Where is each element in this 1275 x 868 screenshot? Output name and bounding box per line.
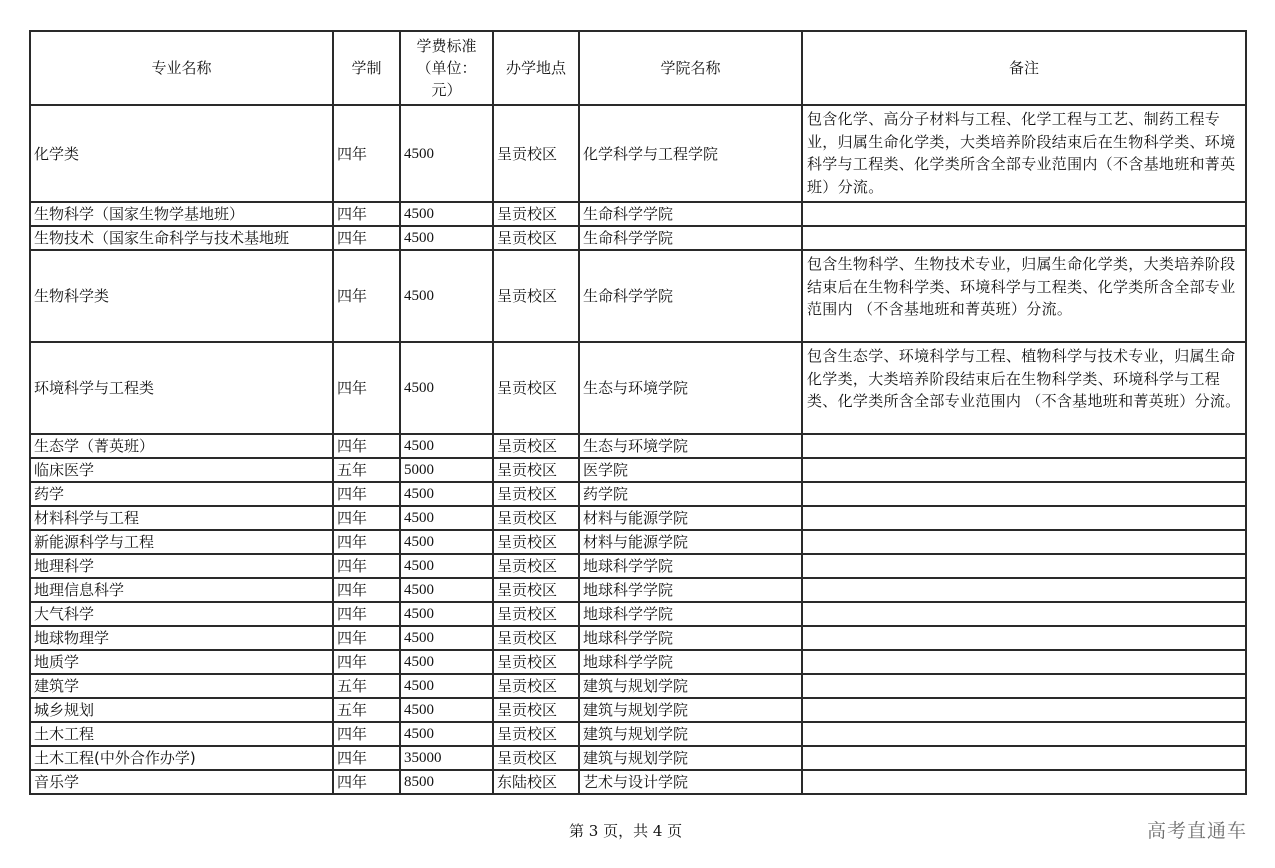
major-cell: 生态学（菁英班） (30, 434, 333, 458)
table-row (30, 626, 1246, 650)
college-cell: 生命科学学院 (579, 250, 802, 342)
notes-cell (802, 770, 1246, 794)
table-row (30, 554, 1246, 578)
tuition-cell: 4500 (400, 674, 493, 698)
campus-cell: 呈贡校区 (493, 554, 579, 578)
notes-cell: 包含生态学、环境科学与工程、植物科学与技术专业，归属生命化学类，大类培养阶段结束后在生物科学类、环境科学与工程类、化学类所含全部专业范围内 （不含基地班和菁英班）分流。 (802, 342, 1246, 434)
header-college: 学院名称 (579, 31, 802, 105)
table-row (30, 105, 1246, 202)
notes-cell (802, 722, 1246, 746)
notes-cell (802, 482, 1246, 506)
tuition-cell: 4500 (400, 342, 493, 434)
notes-cell (802, 698, 1246, 722)
notes-cell (802, 674, 1246, 698)
major-cell: 新能源科学与工程 (30, 530, 333, 554)
college-cell: 建筑与规划学院 (579, 746, 802, 770)
duration-cell: 四年 (333, 226, 400, 250)
notes-cell (802, 226, 1246, 250)
table-row (30, 506, 1246, 530)
tuition-cell: 8500 (400, 770, 493, 794)
page-indicator: 第 3 页，共 4 页 (569, 822, 683, 840)
duration-cell: 四年 (333, 250, 400, 342)
tuition-cell: 4500 (400, 202, 493, 226)
duration-cell: 五年 (333, 698, 400, 722)
major-cell: 临床医学 (30, 458, 333, 482)
header-major: 专业名称 (30, 31, 333, 105)
campus-cell: 呈贡校区 (493, 434, 579, 458)
duration-cell: 四年 (333, 202, 400, 226)
table-row (30, 458, 1246, 482)
tuition-cell: 4500 (400, 482, 493, 506)
campus-cell: 呈贡校区 (493, 226, 579, 250)
table-row (30, 342, 1246, 434)
college-cell: 建筑与规划学院 (579, 698, 802, 722)
notes-cell (802, 458, 1246, 482)
table-body (30, 105, 1246, 794)
major-cell: 地理科学 (30, 554, 333, 578)
major-cell: 生物科学（国家生物学基地班） (30, 202, 333, 226)
college-cell: 生态与环境学院 (579, 434, 802, 458)
table-row (30, 578, 1246, 602)
major-cell: 材料科学与工程 (30, 506, 333, 530)
notes-cell: 包含生物科学、生物技术专业，归属生命化学类，大类培养阶段结束后在生物科学类、环境科学与工程类、化学类所含全部专业范围内 （不含基地班和菁英班）分流。 (802, 250, 1246, 342)
campus-cell: 呈贡校区 (493, 626, 579, 650)
tuition-cell: 4500 (400, 602, 493, 626)
college-cell: 材料与能源学院 (579, 530, 802, 554)
table-row (30, 202, 1246, 226)
duration-cell: 四年 (333, 554, 400, 578)
tuition-table-container (29, 30, 1247, 795)
tuition-cell: 4500 (400, 578, 493, 602)
tuition-cell: 4500 (400, 554, 493, 578)
table-row (30, 482, 1246, 506)
notes-cell (802, 626, 1246, 650)
college-cell: 生命科学学院 (579, 226, 802, 250)
campus-cell: 呈贡校区 (493, 105, 579, 202)
college-cell: 材料与能源学院 (579, 506, 802, 530)
duration-cell: 四年 (333, 105, 400, 202)
campus-cell: 呈贡校区 (493, 602, 579, 626)
duration-cell: 四年 (333, 434, 400, 458)
campus-cell: 呈贡校区 (493, 578, 579, 602)
campus-cell: 呈贡校区 (493, 722, 579, 746)
table-row (30, 226, 1246, 250)
header-campus: 办学地点 (493, 31, 579, 105)
duration-cell: 四年 (333, 746, 400, 770)
header-tuition: 学费标准（单位：元） (400, 31, 493, 105)
table-header-row (30, 31, 1246, 105)
duration-cell: 四年 (333, 650, 400, 674)
table-row (30, 602, 1246, 626)
notes-cell (802, 650, 1246, 674)
campus-cell: 呈贡校区 (493, 650, 579, 674)
campus-cell: 呈贡校区 (493, 458, 579, 482)
college-cell: 建筑与规划学院 (579, 722, 802, 746)
college-cell: 地球科学学院 (579, 626, 802, 650)
tuition-cell: 4500 (400, 530, 493, 554)
major-cell: 土木工程(中外合作办学) (30, 746, 333, 770)
major-cell: 地球物理学 (30, 626, 333, 650)
campus-cell: 东陆校区 (493, 770, 579, 794)
notes-cell (802, 554, 1246, 578)
campus-cell: 呈贡校区 (493, 698, 579, 722)
notes-cell (802, 602, 1246, 626)
duration-cell: 五年 (333, 674, 400, 698)
campus-cell: 呈贡校区 (493, 250, 579, 342)
notes-cell (802, 578, 1246, 602)
college-cell: 地球科学学院 (579, 602, 802, 626)
table-row (30, 650, 1246, 674)
campus-cell: 呈贡校区 (493, 506, 579, 530)
duration-cell: 四年 (333, 578, 400, 602)
major-cell: 地质学 (30, 650, 333, 674)
duration-cell: 四年 (333, 482, 400, 506)
major-cell: 药学 (30, 482, 333, 506)
college-cell: 艺术与设计学院 (579, 770, 802, 794)
table-row (30, 434, 1246, 458)
college-cell: 化学科学与工程学院 (579, 105, 802, 202)
duration-cell: 五年 (333, 458, 400, 482)
table-row (30, 250, 1246, 342)
campus-cell: 呈贡校区 (493, 482, 579, 506)
tuition-cell: 4500 (400, 698, 493, 722)
major-cell: 音乐学 (30, 770, 333, 794)
duration-cell: 四年 (333, 626, 400, 650)
tuition-cell: 4500 (400, 105, 493, 202)
table-row (30, 746, 1246, 770)
college-cell: 医学院 (579, 458, 802, 482)
major-cell: 生物技术（国家生命科学与技术基地班 (30, 226, 333, 250)
major-cell: 地理信息科学 (30, 578, 333, 602)
tuition-cell: 4500 (400, 506, 493, 530)
college-cell: 药学院 (579, 482, 802, 506)
notes-cell (802, 506, 1246, 530)
major-cell: 环境科学与工程类 (30, 342, 333, 434)
college-cell: 生态与环境学院 (579, 342, 802, 434)
tuition-cell: 4500 (400, 650, 493, 674)
notes-cell (802, 434, 1246, 458)
notes-cell: 包含化学、高分子材料与工程、化学工程与工艺、制药工程专业，归属生命化学类，大类培养阶段结束后在生物科学类、环境科学与工程类、化学类所含全部专业范围内（不含基地班和菁英班）分流。 (802, 105, 1246, 202)
watermark: 高考直通车 (1146, 820, 1247, 842)
tuition-cell: 4500 (400, 250, 493, 342)
tuition-cell: 4500 (400, 722, 493, 746)
major-cell: 化学类 (30, 105, 333, 202)
campus-cell: 呈贡校区 (493, 674, 579, 698)
notes-cell (802, 530, 1246, 554)
college-cell: 生命科学学院 (579, 202, 802, 226)
notes-cell (802, 746, 1246, 770)
college-cell: 地球科学学院 (579, 578, 802, 602)
table-row (30, 674, 1246, 698)
table-row (30, 530, 1246, 554)
duration-cell: 四年 (333, 602, 400, 626)
table-row (30, 698, 1246, 722)
campus-cell: 呈贡校区 (493, 530, 579, 554)
table-row (30, 722, 1246, 746)
college-cell: 地球科学学院 (579, 554, 802, 578)
tuition-cell: 5000 (400, 458, 493, 482)
major-cell: 土木工程 (30, 722, 333, 746)
college-cell: 地球科学学院 (579, 650, 802, 674)
tuition-cell: 4500 (400, 626, 493, 650)
table-row (30, 770, 1246, 794)
tuition-cell: 4500 (400, 226, 493, 250)
major-cell: 大气科学 (30, 602, 333, 626)
tuition-cell: 35000 (400, 746, 493, 770)
duration-cell: 四年 (333, 530, 400, 554)
duration-cell: 四年 (333, 342, 400, 434)
major-cell: 建筑学 (30, 674, 333, 698)
college-cell: 建筑与规划学院 (579, 674, 802, 698)
duration-cell: 四年 (333, 506, 400, 530)
campus-cell: 呈贡校区 (493, 202, 579, 226)
campus-cell: 呈贡校区 (493, 342, 579, 434)
duration-cell: 四年 (333, 770, 400, 794)
major-cell: 生物科学类 (30, 250, 333, 342)
tuition-cell: 4500 (400, 434, 493, 458)
major-cell: 城乡规划 (30, 698, 333, 722)
header-duration: 学制 (333, 31, 400, 105)
duration-cell: 四年 (333, 722, 400, 746)
campus-cell: 呈贡校区 (493, 746, 579, 770)
header-notes: 备注 (802, 31, 1246, 105)
notes-cell (802, 202, 1246, 226)
tuition-table (29, 30, 1247, 795)
